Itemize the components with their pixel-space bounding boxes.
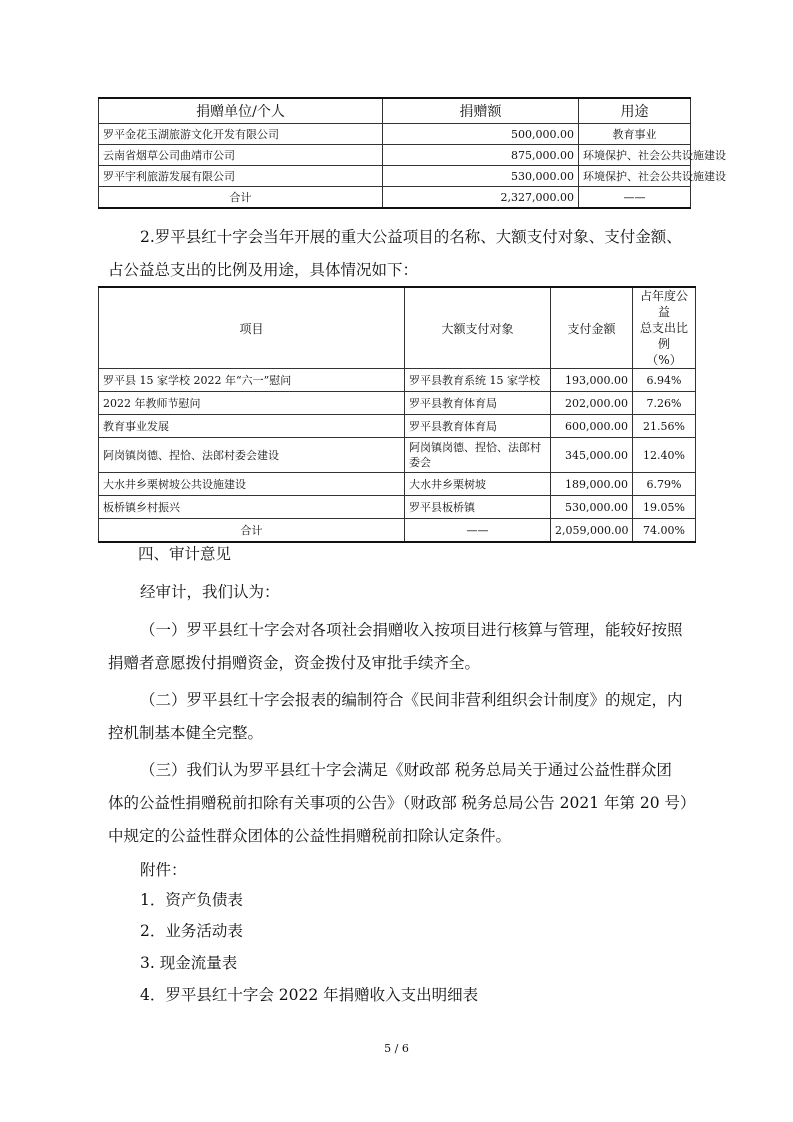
total-amount: 2,059,000.00 [551, 519, 633, 543]
table-row [99, 496, 696, 519]
payee-cell: 阿岗镇岗德、捏恰、法郎村委会 [405, 438, 551, 473]
project-cell: 教育事业发展 [99, 415, 405, 438]
header-purpose: 用途 [579, 98, 691, 124]
table-row [99, 415, 696, 438]
audit-p3-line2: 体的公益性捐赠税前扣除有关事项的公告》（财政部 税务总局公告 2021 年第 20 号） [108, 794, 696, 812]
header-amount: 捐赠额 [383, 98, 579, 124]
header-payee: 大额支付对象 [405, 287, 551, 369]
header-ratio [633, 287, 696, 369]
ratio-cell: 6.79% [633, 473, 696, 496]
attachment-item: 1．资产负债表 [140, 891, 243, 909]
page-number: 5 / 6 [384, 1042, 409, 1055]
ratio-cell: 21.56% [633, 415, 696, 438]
table-row [99, 392, 696, 415]
attachment-item: 4．罗平县红十字会 2022 年捐赠收入支出明细表 [140, 986, 479, 1004]
audit-intro: 经审计，我们认为： [140, 583, 280, 601]
amount-cell: 530,000.00 [383, 166, 579, 187]
audit-p1-line1: （一）罗平县红十字会对各项社会捐赠收入按项目进行核算与管理，能较好按照 [140, 621, 683, 639]
amount-cell: 500,000.00 [383, 124, 579, 145]
header-donor: 捐赠单位/个人 [99, 98, 383, 124]
project-table [98, 286, 696, 543]
total-ratio: 74.00% [633, 519, 696, 543]
section2-intro-line1: 2.罗平县红十字会当年开展的重大公益项目的名称、大额支付对象、支付金额、 [140, 228, 682, 246]
total-amount: 2,327,000.00 [383, 187, 579, 209]
audit-p2-line1: （二）罗平县红十字会报表的编制符合《民间非营利组织会计制度》的规定，内 [140, 691, 683, 709]
amount-cell: 600,000.00 [551, 415, 633, 438]
donor-cell: 罗平金花玉湖旅游文化开发有限公司 [99, 124, 383, 145]
section2-intro-line2: 占公益总支出的比例及用途，具体情况如下： [108, 261, 419, 279]
total-purpose: —— [579, 187, 691, 209]
donor-cell: 云南省烟草公司曲靖市公司 [99, 145, 383, 166]
ratio-cell: 6.94% [633, 369, 696, 392]
attachment-item: 2．业务活动表 [140, 922, 243, 940]
amount-cell: 202,000.00 [551, 392, 633, 415]
table-row [99, 438, 696, 473]
ratio-cell: 7.26% [633, 392, 696, 415]
table-row [99, 166, 691, 187]
table-row [99, 473, 696, 496]
payee-cell: 罗平县教育体育局 [405, 415, 551, 438]
project-cell: 大水井乡栗树坡公共设施建设 [99, 473, 405, 496]
header-ratio-line3: （%） [646, 353, 682, 367]
project-cell: 板桥镇乡村振兴 [99, 496, 405, 519]
project-cell: 罗平县 15 家学校 2022 年“六一”慰问 [99, 369, 405, 392]
attachments-heading: 附件： [140, 861, 187, 879]
purpose-cell: 环境保护、社会公共设施建设 [579, 145, 691, 166]
amount-cell: 345,000.00 [551, 438, 633, 473]
header-project: 项目 [99, 287, 405, 369]
ratio-cell: 19.05% [633, 496, 696, 519]
table-row [99, 369, 696, 392]
table-header-row [99, 287, 696, 369]
payee-cell: 罗平县教育系统 15 家学校 [405, 369, 551, 392]
payee-cell: 罗平县教育体育局 [405, 392, 551, 415]
donation-table [98, 97, 726, 209]
audit-p3-line3: 中规定的公益性群众团体的公益性捐赠税前扣除认定条件。 [108, 827, 512, 845]
table-row [99, 145, 691, 166]
audit-p1-line2: 捐赠者意愿拨付捐赠资金，资金拨付及审批手续齐全。 [108, 654, 481, 672]
amount-cell: 530,000.00 [551, 496, 633, 519]
total-payee: —— [405, 519, 551, 543]
header-ratio-line1: 占年度公益 [639, 289, 688, 319]
purpose-cell: 环境保护、社会公共设施建设 [579, 166, 691, 187]
audit-heading: 四、审计意见 [138, 545, 232, 563]
table-row [99, 124, 691, 145]
payee-cell: 大水井乡栗树坡 [405, 473, 551, 496]
amount-cell: 875,000.00 [383, 145, 579, 166]
total-row [99, 187, 691, 209]
total-label: 合计 [99, 187, 383, 209]
total-label: 合计 [99, 519, 405, 543]
donor-cell: 罗平宇利旅游发展有限公司 [99, 166, 383, 187]
audit-p2-line2: 控机制基本健全完整。 [108, 724, 264, 742]
audit-p3-line1: （三）我们认为罗平县红十字会满足《财政部 税务总局关于通过公益性群众团 [140, 761, 672, 779]
ratio-cell: 12.40% [633, 438, 696, 473]
header-ratio-line2: 总支出比例 [639, 321, 688, 351]
amount-cell: 189,000.00 [551, 473, 633, 496]
purpose-cell: 教育事业 [579, 124, 691, 145]
amount-cell: 193,000.00 [551, 369, 633, 392]
table-header-row [99, 98, 691, 124]
total-row [99, 519, 696, 543]
attachment-item: 3. 现金流量表 [140, 954, 238, 972]
project-cell: 阿岗镇岗德、捏恰、法郎村委会建设 [99, 438, 405, 473]
project-cell: 2022 年教师节慰问 [99, 392, 405, 415]
payee-cell: 罗平县板桥镇 [405, 496, 551, 519]
header-amount: 支付金额 [551, 287, 633, 369]
